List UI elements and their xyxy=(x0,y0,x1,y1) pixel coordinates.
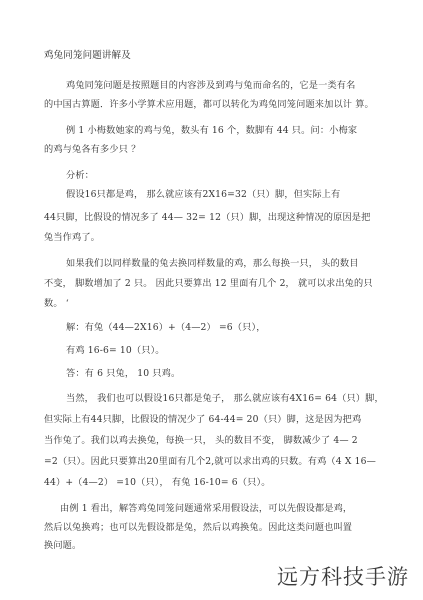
paragraph-line: 44）+（4—2） =10（只）， 有兔 16-10= 6（只）。 xyxy=(44,477,271,488)
document-title: 鸡兔同笼问题讲解及 xyxy=(44,50,131,61)
paragraph-line: 由例 1 看出，解答鸡兔同笼问题通常采用假设法，可以先假设都是鸡， xyxy=(60,503,353,514)
paragraph-line: 例 1 小梅数她家的鸡与兔，数头有 16 个，数脚有 44 只。问：小梅家 xyxy=(66,125,358,136)
paragraph-line: 的中国古算题．许多小学算术应用题，都可以转化为鸡兔同笼问题来加以计 算。 xyxy=(44,99,374,110)
paragraph-line: 44只脚，比假设的情况多了 44— 32= 12（只）脚，出现这种情况的原因是把 xyxy=(44,212,371,223)
paragraph-line: 解：有兔（44—2X16）+（4—2） =6（只）， xyxy=(66,322,266,333)
paragraph-line: 答：有 6 只兔， 10 只鸡。 xyxy=(66,368,181,379)
paragraph-line: 但实际上有44只脚，比假设的情况少了 64-44= 20（只）脚，这是因为把鸡 xyxy=(44,414,362,425)
paragraph-line: 的鸡与兔各有多少只 ？ xyxy=(44,144,141,155)
paragraph-line: 假设16只都是鸡， 那么就应该有2X16=32（只）脚，但实际上有 xyxy=(66,189,341,200)
paragraph-line: 分析： xyxy=(66,170,95,181)
paragraph-line: =2（只）。因此只要算出20里面有几个2,就可以求出鸡的只数。有鸡（4 X 16— xyxy=(44,456,376,467)
paragraph-line: 然后以兔换鸡；也可以先假设都是兔，然后以鸡换兔。因此这类问题也叫置 xyxy=(44,522,353,533)
paragraph-line: 鸡兔同笼问题是按照题目的内容涉及到鸡与兔而命名的，它是一类有名 xyxy=(66,80,356,91)
paragraph-line: 不变， 脚数增加了 2 只。 因此只要算出 12 里面有几个 2， 就可以求出兔的只 xyxy=(44,278,373,289)
paragraph-line: 数。 ‘ xyxy=(44,298,69,309)
paragraph-line: 兔当作鸡了。 xyxy=(44,232,101,243)
paragraph-line: 换问题。 xyxy=(44,540,82,551)
paragraph-line: 当作兔了。我们以鸡去换兔，每换一只， 头的数目不变， 脚数减少了 4— 2 xyxy=(44,435,358,446)
watermark-text: 远方科技手游 xyxy=(277,565,409,589)
paragraph-line: 如果我们以同样数量的兔去换同样数量的鸡，那么每换一只， 头的数目 xyxy=(66,258,359,269)
paragraph-line: 当然， 我们也可以假设16只都是兔子， 那么就应该有4X16= 64（只）脚， xyxy=(66,393,384,404)
paragraph-line: 有鸡 16-6= 10（只）。 xyxy=(66,345,165,356)
